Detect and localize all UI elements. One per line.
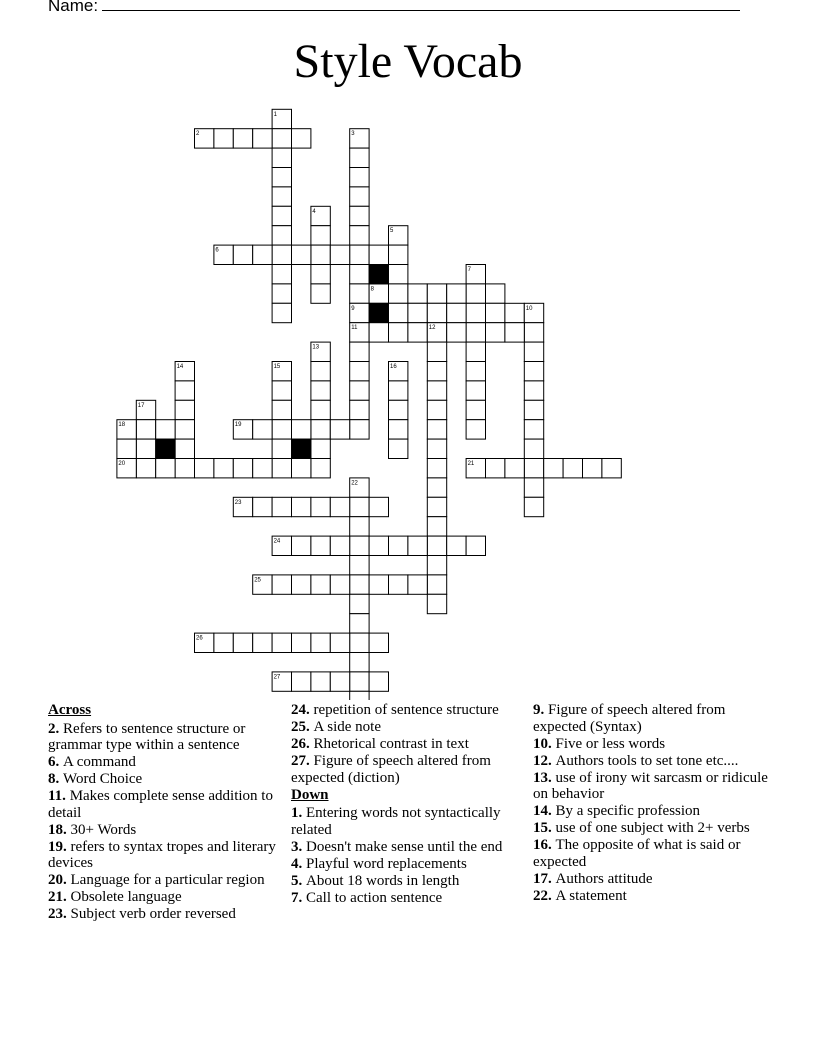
crossword-cell[interactable] <box>369 497 388 516</box>
crossword-cell[interactable] <box>602 459 621 478</box>
crossword-cell[interactable] <box>486 303 505 322</box>
crossword-cell[interactable] <box>311 420 330 439</box>
clue-text: Doesn't make sense until the end <box>306 838 503 855</box>
crossword-cell[interactable] <box>350 691 369 700</box>
crossword-cell[interactable] <box>272 226 291 245</box>
clue-14 <box>533 803 773 820</box>
crossword-cell[interactable] <box>369 536 388 555</box>
clue-19 <box>48 839 288 872</box>
crossword-cell[interactable] <box>330 420 349 439</box>
crossword-cell[interactable] <box>350 536 369 555</box>
clue-number-21: 21 <box>467 461 475 467</box>
crossword-cell[interactable] <box>427 536 446 555</box>
crossword-cell[interactable] <box>524 381 543 400</box>
crossword-cell[interactable] <box>486 323 505 342</box>
crossword-cell[interactable] <box>350 614 369 633</box>
clue-number-8: 8 <box>370 286 374 293</box>
across-clue-list-continued <box>291 702 531 786</box>
crossword-cell[interactable] <box>427 381 446 400</box>
crossword-cell[interactable] <box>466 342 485 361</box>
crossword-cell[interactable] <box>389 420 408 439</box>
clue-number-11: 11 <box>351 325 358 332</box>
crossword-cell[interactable] <box>311 536 330 555</box>
clue-number: 14. <box>533 803 556 819</box>
crossword-cell[interactable] <box>233 633 252 652</box>
crossword-cell[interactable] <box>253 245 272 264</box>
crossword-block <box>369 265 388 284</box>
page-title: Style Vocab <box>293 35 523 88</box>
clue-3 <box>291 839 531 856</box>
crossword-cell[interactable] <box>330 497 349 516</box>
crossword-cell[interactable] <box>524 497 543 516</box>
clue-number-13: 13 <box>312 344 320 351</box>
clue-text: repetition of sentence structure <box>313 702 499 718</box>
crossword-cell[interactable] <box>253 420 272 439</box>
crossword-cell[interactable] <box>272 497 291 516</box>
clue-23 <box>48 906 288 923</box>
crossword-cell[interactable] <box>350 168 369 187</box>
crossword-cell[interactable] <box>117 439 136 458</box>
crossword-cell[interactable] <box>350 556 369 575</box>
clue-text: Figure of speech altered from expected (diction) <box>291 753 491 786</box>
clue-2 <box>48 721 288 754</box>
clue-number-27: 27 <box>273 674 281 681</box>
clue-text: Figure of speech altered from expected (Syntax) <box>533 702 726 735</box>
crossword-cell[interactable] <box>427 556 446 575</box>
clue-9 <box>533 702 773 735</box>
crossword-cell[interactable] <box>427 439 446 458</box>
crossword-cell[interactable] <box>292 497 311 516</box>
crossword-cell[interactable] <box>524 459 543 478</box>
crossword-cell[interactable] <box>408 575 427 594</box>
crossword-cell[interactable] <box>292 129 311 148</box>
crossword-cell[interactable] <box>292 672 311 691</box>
clue-number: 16. <box>533 837 556 853</box>
crossword-cell[interactable] <box>505 459 524 478</box>
crossword-cell[interactable] <box>447 303 466 322</box>
clue-text: Five or less words <box>555 735 666 752</box>
crossword-cell[interactable] <box>195 459 214 478</box>
crossword-cell[interactable] <box>369 323 388 342</box>
clue-number: 4. <box>291 855 306 872</box>
crossword-cell[interactable] <box>369 672 388 691</box>
crossword-cell[interactable] <box>389 575 408 594</box>
clue-text: Word Choice <box>63 771 143 787</box>
clue-16 <box>533 837 773 870</box>
crossword-cell[interactable] <box>427 284 446 303</box>
clue-number: 3. <box>291 838 306 855</box>
crossword-cell[interactable] <box>214 633 233 652</box>
crossword-cell[interactable] <box>272 633 291 652</box>
clue-number-14: 14 <box>176 364 184 370</box>
clue-text: refers to syntax tropes and literary devices <box>48 838 276 871</box>
clue-text: Authors attitude <box>555 870 653 887</box>
crossword-cell[interactable] <box>524 439 543 458</box>
crossword-cell[interactable] <box>233 245 252 264</box>
clue-number: 27. <box>291 753 314 769</box>
crossword-cell[interactable] <box>389 439 408 458</box>
clues-column-3 <box>533 702 773 905</box>
crossword-cell[interactable] <box>233 459 252 478</box>
clue-number: 12. <box>533 752 556 769</box>
crossword-cell[interactable] <box>136 420 155 439</box>
clue-text: Refers to sentence structure or grammar type within a sentence <box>48 720 246 753</box>
crossword-cell[interactable] <box>389 381 408 400</box>
across-heading: Across <box>48 702 92 718</box>
crossword-cell[interactable] <box>524 420 543 439</box>
crossword-cell[interactable] <box>408 303 427 322</box>
crossword-cell[interactable] <box>427 497 446 516</box>
crossword-cell[interactable] <box>524 362 543 381</box>
crossword-cell[interactable] <box>408 536 427 555</box>
crossword-cell[interactable] <box>272 148 291 167</box>
crossword-cell[interactable] <box>311 226 330 245</box>
clue-number-17: 17 <box>137 402 145 409</box>
clue-text: Makes complete sense addition to detail <box>48 788 273 821</box>
crossword-cell[interactable] <box>466 323 485 342</box>
crossword-cell[interactable] <box>253 497 272 516</box>
crossword-cell[interactable] <box>175 459 194 478</box>
clue-text: use of irony wit sarcasm or ridicule on behavior <box>533 769 768 802</box>
clue-number: 22. <box>533 887 556 904</box>
clue-number-23: 23 <box>234 499 242 506</box>
crossword-cell[interactable] <box>175 381 194 400</box>
crossword-cell[interactable] <box>408 284 427 303</box>
crossword-cell[interactable] <box>311 284 330 303</box>
clue-10 <box>533 736 773 753</box>
clue-4 <box>291 856 531 873</box>
clue-text: use of one subject with 2+ verbs <box>555 820 750 836</box>
crossword-cell[interactable] <box>272 284 291 303</box>
crossword-cell[interactable] <box>272 439 291 458</box>
crossword-cell[interactable] <box>272 206 291 225</box>
clue-number-1: 1 <box>273 111 277 118</box>
crossword-cell[interactable] <box>272 245 291 264</box>
crossword-block <box>156 439 175 458</box>
clue-number-25: 25 <box>254 577 261 584</box>
clue-25 <box>291 719 531 736</box>
crossword-cell[interactable] <box>505 303 524 322</box>
crossword-cell[interactable] <box>311 459 330 478</box>
crossword-cell[interactable] <box>350 381 369 400</box>
crossword-cell[interactable] <box>292 575 311 594</box>
crossword-cell[interactable] <box>311 575 330 594</box>
down-heading: Down <box>291 786 329 803</box>
clue-13 <box>533 770 773 803</box>
clue-number-2: 2 <box>196 131 200 138</box>
name-label: Name: <box>48 0 99 15</box>
clue-5 <box>291 873 531 890</box>
clue-number-15: 15 <box>273 364 281 370</box>
crossword-cell[interactable] <box>505 323 524 342</box>
crossword-cell[interactable] <box>311 381 330 400</box>
clue-8 <box>48 771 288 788</box>
crossword-cell[interactable] <box>330 672 349 691</box>
crossword-cell[interactable] <box>214 459 233 478</box>
crossword-cell[interactable] <box>350 245 369 264</box>
crossword-cell[interactable] <box>389 303 408 322</box>
crossword-cell[interactable] <box>272 381 291 400</box>
clue-number: 15. <box>533 820 556 836</box>
crossword-cell[interactable] <box>272 129 291 148</box>
crossword-cell[interactable] <box>427 342 446 361</box>
clue-21 <box>48 889 288 906</box>
clue-number-22: 22 <box>351 480 358 487</box>
crossword-cell[interactable] <box>350 517 369 536</box>
clue-number: 2. <box>48 720 63 737</box>
crossword-cell[interactable] <box>272 400 291 419</box>
crossword-cell[interactable] <box>156 459 175 478</box>
crossword-cell[interactable] <box>466 381 485 400</box>
crossword-cell[interactable] <box>389 245 408 264</box>
crossword-cell[interactable] <box>311 265 330 284</box>
crossword-cell[interactable] <box>427 594 446 613</box>
clue-number: 17. <box>533 870 556 887</box>
crossword-cell[interactable] <box>466 303 485 322</box>
crossword-cell[interactable] <box>350 265 369 284</box>
down-clue-list <box>291 805 531 906</box>
clue-number-24: 24 <box>273 538 281 545</box>
crossword-cell[interactable] <box>253 129 272 148</box>
clue-27 <box>291 753 531 786</box>
crossword-cell[interactable] <box>350 633 369 652</box>
clue-number: 19. <box>48 838 71 855</box>
clue-number-18: 18 <box>118 422 126 429</box>
clue-number: 6. <box>48 754 63 770</box>
clue-number: 10. <box>533 735 556 752</box>
clue-text: About 18 words in length <box>306 872 460 889</box>
clue-text: A side note <box>313 719 381 735</box>
clue-number: 1. <box>291 805 306 821</box>
crossword-cell[interactable] <box>311 497 330 516</box>
crossword-cell[interactable] <box>544 459 563 478</box>
crossword-cell[interactable] <box>427 517 446 536</box>
crossword-cell[interactable] <box>175 400 194 419</box>
crossword-cell[interactable] <box>292 459 311 478</box>
crossword-cell[interactable] <box>427 478 446 497</box>
clue-number: 18. <box>48 821 71 838</box>
crossword-cell[interactable] <box>524 478 543 497</box>
clue-number: 21. <box>48 889 71 905</box>
crossword-cell[interactable] <box>389 536 408 555</box>
crossword-cell[interactable] <box>350 226 369 245</box>
crossword-cell[interactable] <box>330 536 349 555</box>
crossword-cell[interactable] <box>427 459 446 478</box>
crossword-cell[interactable] <box>524 342 543 361</box>
crossword-cell[interactable] <box>389 323 408 342</box>
crossword-cell[interactable] <box>350 148 369 167</box>
crossword-cell[interactable] <box>350 206 369 225</box>
clue-7 <box>291 890 531 907</box>
crossword-cell[interactable] <box>292 536 311 555</box>
crossword-cell[interactable] <box>350 497 369 516</box>
clue-1 <box>291 805 531 838</box>
crossword-cell[interactable] <box>563 459 582 478</box>
crossword-cell[interactable] <box>292 245 311 264</box>
crossword-cell[interactable] <box>524 400 543 419</box>
clue-11 <box>48 788 288 821</box>
clue-number-12: 12 <box>428 325 436 332</box>
clue-number: 11. <box>48 788 70 804</box>
clue-text: Authors tools to set tone etc.... <box>555 752 739 769</box>
crossword-cell[interactable] <box>350 594 369 613</box>
clue-text: Rhetorical contrast in text <box>313 736 469 752</box>
clue-number: 8. <box>48 771 63 787</box>
clue-number-5: 5 <box>390 228 394 235</box>
crossword-cell[interactable] <box>447 284 466 303</box>
crossword-cell[interactable] <box>214 129 233 148</box>
crossword-cell[interactable] <box>233 129 252 148</box>
crossword-cell[interactable] <box>350 672 369 691</box>
clue-number: 9. <box>533 702 548 718</box>
clues-column-1 <box>48 702 288 923</box>
clue-number: 20. <box>48 872 71 888</box>
clue-22 <box>533 888 773 905</box>
crossword-cell[interactable] <box>311 672 330 691</box>
clue-text: A command <box>63 754 136 770</box>
crossword-cell[interactable] <box>447 536 466 555</box>
clue-6 <box>48 754 288 771</box>
clue-number: 5. <box>291 872 306 889</box>
clue-text: Entering words not syntactically related <box>291 805 501 838</box>
clue-number-4: 4 <box>312 208 316 215</box>
clue-number: 13. <box>533 769 556 786</box>
clue-number: 7. <box>291 889 306 906</box>
clue-20 <box>48 872 288 889</box>
down-clue-list-continued <box>533 702 773 904</box>
clue-number-9: 9 <box>351 305 355 312</box>
crossword-cell[interactable] <box>350 362 369 381</box>
crossword-cell[interactable] <box>350 653 369 672</box>
crossword-cell[interactable] <box>272 303 291 322</box>
crossword-cell[interactable] <box>311 400 330 419</box>
clue-number-7: 7 <box>467 267 471 273</box>
clue-number-10: 10 <box>525 305 533 312</box>
crossword-cell[interactable] <box>369 575 388 594</box>
crossword-cell[interactable] <box>272 187 291 206</box>
crossword-block <box>292 439 311 458</box>
crossword-cell[interactable] <box>524 323 543 342</box>
clue-number: 24. <box>291 702 314 718</box>
clue-text: The opposite of what is said or expected <box>533 837 741 870</box>
crossword-cell[interactable] <box>427 303 446 322</box>
crossword-cell[interactable] <box>466 400 485 419</box>
crossword-cell[interactable] <box>175 420 194 439</box>
crossword-cell[interactable] <box>272 575 291 594</box>
crossword-cell[interactable] <box>466 420 485 439</box>
clue-18 <box>48 822 288 839</box>
crossword-cell[interactable] <box>272 420 291 439</box>
clue-number-16: 16 <box>390 364 397 370</box>
crossword-cell[interactable] <box>350 284 369 303</box>
crossword-cell[interactable] <box>486 284 505 303</box>
crossword-cell[interactable] <box>427 575 446 594</box>
clue-number-19: 19 <box>234 422 242 429</box>
clue-text: By a specific profession <box>555 803 701 819</box>
crossword-cell[interactable] <box>583 459 602 478</box>
clue-text: Playful word replacements <box>306 855 467 872</box>
crossword-cell[interactable] <box>369 245 388 264</box>
crossword-cell[interactable] <box>427 362 446 381</box>
crossword-cell[interactable] <box>486 459 505 478</box>
clue-text: Language for a particular region <box>70 872 265 888</box>
crossword-cell[interactable] <box>369 633 388 652</box>
crossword-cell[interactable] <box>350 400 369 419</box>
clue-15 <box>533 820 773 837</box>
crossword-cell[interactable] <box>447 323 466 342</box>
crossword-cell[interactable] <box>350 187 369 206</box>
clue-24 <box>291 702 531 719</box>
crossword-cell[interactable] <box>311 439 330 458</box>
clue-number: 23. <box>48 906 71 922</box>
crossword-cell[interactable] <box>466 284 485 303</box>
crossword-cell[interactable] <box>389 265 408 284</box>
crossword-cell[interactable] <box>408 323 427 342</box>
crossword-cell[interactable] <box>350 342 369 361</box>
crossword-cell[interactable] <box>389 284 408 303</box>
clue-text: A statement <box>555 887 627 904</box>
clue-number-6: 6 <box>215 247 219 254</box>
crossword-cell[interactable] <box>156 420 175 439</box>
crossword-cell[interactable] <box>253 633 272 652</box>
crossword-cell[interactable] <box>427 420 446 439</box>
crossword-cell[interactable] <box>330 633 349 652</box>
clue-number-20: 20 <box>118 461 126 467</box>
clue-text: Obsolete language <box>70 889 182 905</box>
crossword-cell[interactable] <box>292 633 311 652</box>
crossword-cell[interactable] <box>136 439 155 458</box>
crossword-cell[interactable] <box>311 245 330 264</box>
clue-number: 26. <box>291 736 314 752</box>
clue-number: 25. <box>291 719 314 735</box>
crossword-cell[interactable] <box>330 245 349 264</box>
crossword-cell[interactable] <box>466 362 485 381</box>
clue-17 <box>533 871 773 888</box>
clue-text: Call to action sentence <box>306 889 443 906</box>
crossword-cell[interactable] <box>272 459 291 478</box>
clue-26 <box>291 736 531 753</box>
crossword-cell[interactable] <box>272 265 291 284</box>
across-clue-list <box>48 721 288 923</box>
clue-text: Subject verb order reversed <box>70 906 236 922</box>
crossword-cell[interactable] <box>427 400 446 419</box>
crossword-cell[interactable] <box>311 362 330 381</box>
crossword-cell[interactable] <box>350 420 369 439</box>
crossword-cell[interactable] <box>389 400 408 419</box>
clue-text: 30+ Words <box>70 821 137 838</box>
crossword-cell[interactable] <box>330 575 349 594</box>
clue-12 <box>533 753 773 770</box>
crossword-cell[interactable] <box>292 420 311 439</box>
crossword-cell[interactable] <box>136 459 155 478</box>
crossword-cell[interactable] <box>311 633 330 652</box>
crossword-cell[interactable] <box>466 536 485 555</box>
crossword-cell[interactable] <box>175 439 194 458</box>
crossword-block <box>369 303 388 322</box>
clues-column-2 <box>291 702 531 907</box>
crossword-cell[interactable] <box>253 459 272 478</box>
clue-number-3: 3 <box>351 131 355 138</box>
clue-number-26: 26 <box>196 635 203 642</box>
crossword-cell[interactable] <box>272 168 291 187</box>
crossword-cell[interactable] <box>350 575 369 594</box>
